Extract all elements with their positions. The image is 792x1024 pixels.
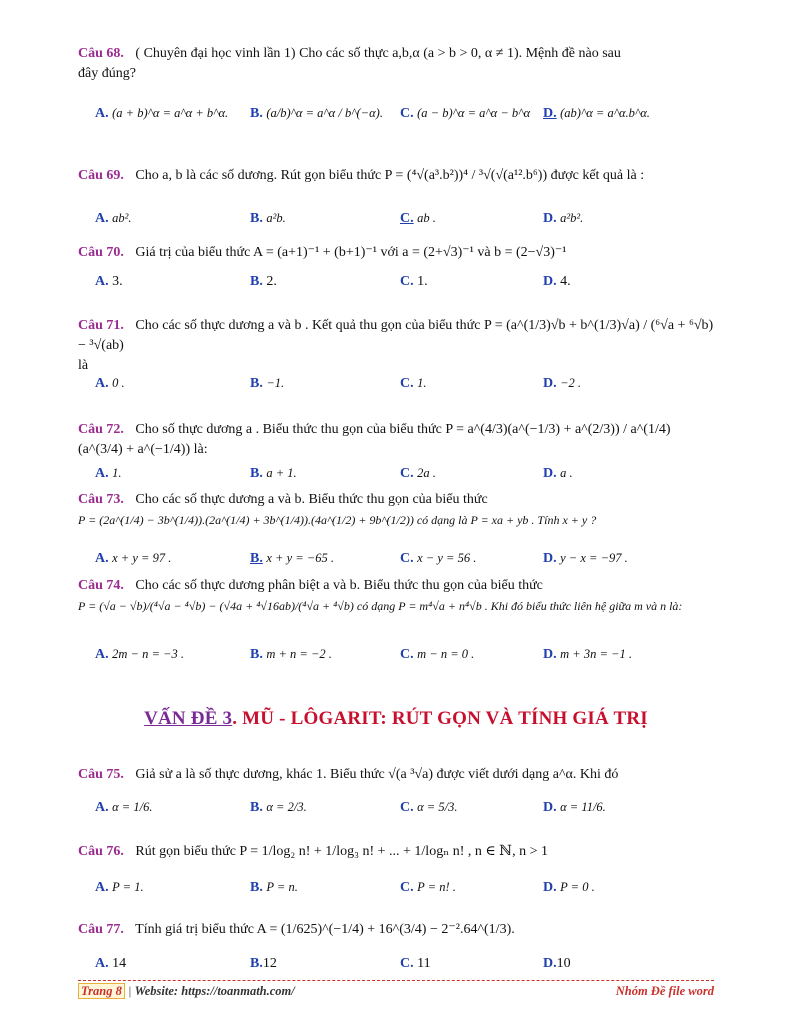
chapter-title: MŨ - LÔGARIT: RÚT GỌN VÀ TÍNH GIÁ TRỊ <box>237 708 648 729</box>
question-number: Câu 74. <box>78 578 124 593</box>
option-d: D.10 <box>543 956 571 971</box>
option-b: B. x + y = −65 . <box>250 551 334 566</box>
options-76 <box>95 880 715 902</box>
option-b: B. 2. <box>250 274 277 289</box>
option-a: A. P = 1. <box>95 880 144 895</box>
question-text: Cho các số thực dương a và b. Biểu thức thu gọn của biểu thức <box>135 492 488 507</box>
question-text-continued: P = (√a − √b)/(⁴√a − ⁴√b) − (√4a + ⁴√16ab)/(⁴√a + ⁴√b) có dạng P = m⁴√a + n⁴√b . Khi đó biểu thức liên hệ giữa m và n là: <box>78 599 683 613</box>
option-a: A. 1. <box>95 466 122 481</box>
question-text-continued: P = (2a^(1/4) − 3b^(1/4)).(2a^(1/4) + 3b^(1/4)).(4a^(1/2) + 9b^(1/2)) có dạng là P = xa + yb . Tính x + y ? <box>78 513 597 527</box>
option-a: A. 14 <box>95 956 127 971</box>
options-70 <box>95 274 715 296</box>
option-b: B. (a/b)^α = a^α / b^(−α). <box>250 106 383 121</box>
option-b: B. a²b. <box>250 211 286 226</box>
question-text: ( Chuyên đại học vinh lần 1) Cho các số thực a,b,α (a > b > 0, α ≠ 1). Mệnh đề nào sau <box>135 46 621 61</box>
option-d: D. a²b². <box>543 211 584 226</box>
question-text-continued: là <box>78 358 89 373</box>
option-a: A. α = 1/6. <box>95 800 153 815</box>
options-72 <box>95 466 715 488</box>
website-link[interactable]: Website: https://toanmath.com/ <box>134 984 295 998</box>
question-69 <box>78 166 714 186</box>
option-b: B. a + 1. <box>250 466 297 481</box>
option-a: A. 3. <box>95 274 123 289</box>
chapter-heading <box>0 708 792 730</box>
question-76 <box>78 842 714 862</box>
options-75 <box>95 800 715 822</box>
option-b: B. α = 2/3. <box>250 800 307 815</box>
option-d: D. m + 3n = −1 . <box>543 647 632 662</box>
question-68 <box>78 44 714 84</box>
question-number: Câu 69. <box>78 168 124 183</box>
question-number: Câu 75. <box>78 767 124 782</box>
page-number: Trang 8 <box>78 983 125 999</box>
option-c: C. 1. <box>400 274 428 289</box>
option-b: B. −1. <box>250 376 285 391</box>
question-text: Cho các số thực dương phân biệt a và b. Biểu thức thu gọn của biểu thức <box>135 578 543 593</box>
group-name: Nhóm Đề file word <box>615 984 714 998</box>
question-text: Giả sử a là số thực dương, khác 1. Biểu thức √(a ³√a) được viết dưới dạng a^α. Khi đó <box>135 767 619 782</box>
option-b: B.12 <box>250 956 277 971</box>
question-75 <box>78 765 714 785</box>
footer-divider <box>78 980 714 981</box>
question-number: Câu 70. <box>78 245 124 260</box>
options-68 <box>95 106 715 128</box>
option-d: D. a . <box>543 466 573 481</box>
question-number: Câu 73. <box>78 492 124 507</box>
option-c: C. 11 <box>400 956 431 971</box>
question-text: Cho a, b là các số dương. Rút gọn biểu thức P = (⁴√(a³.b²))⁴ / ³√(√(a¹².b⁶)) được kết quả là : <box>135 168 645 183</box>
question-text: Giá trị của biểu thức A = (a+1)⁻¹ + (b+1)⁻¹ với a = (2+√3)⁻¹ và b = (2−√3)⁻¹ <box>135 245 567 260</box>
options-71 <box>95 376 715 398</box>
option-b: B. m + n = −2 . <box>250 647 332 662</box>
question-number: Câu 76. <box>78 844 124 859</box>
option-a: A. (a + b)^α = a^α + b^α. <box>95 106 229 121</box>
question-77 <box>78 920 714 940</box>
question-71 <box>78 316 714 376</box>
chapter-number: VẤN ĐỀ 3 <box>144 708 233 729</box>
question-text-continued: đây đúng? <box>78 66 136 81</box>
question-74 <box>78 576 714 617</box>
option-a: A. ab². <box>95 211 132 226</box>
option-a: A. 2m − n = −3 . <box>95 647 184 662</box>
option-c: C. x − y = 56 . <box>400 551 477 566</box>
options-73 <box>95 551 715 573</box>
option-c: C. (a − b)^α = a^α − b^α <box>400 106 531 121</box>
page-footer <box>78 984 714 999</box>
option-a: A. x + y = 97 . <box>95 551 172 566</box>
option-c: C. α = 5/3. <box>400 800 458 815</box>
option-c: C. P = n! . <box>400 880 456 895</box>
footer-separator: | <box>124 984 135 998</box>
option-d: D. 4. <box>543 274 571 289</box>
option-d: D. (ab)^α = a^α.b^α. <box>543 106 650 121</box>
question-number: Câu 68. <box>78 46 124 61</box>
question-text: Cho các số thực dương a và b . Kết quả thu gọn của biểu thức P = (a^(1/3)√b + b^(1/3)√a) / (⁶√a + ⁶√b) − ³√(ab) <box>78 318 714 353</box>
question-text: Rút gọn biểu thức P = 1/log₂ n! + 1/log₃ n! + ... + 1/logₙ n! , n ∈ ℕ, n > 1 <box>135 844 548 859</box>
question-73 <box>78 490 714 531</box>
question-70 <box>78 243 714 263</box>
question-number: Câu 77. <box>78 922 124 937</box>
option-c: C. m − n = 0 . <box>400 647 475 662</box>
options-77 <box>95 956 715 978</box>
question-72 <box>78 420 714 460</box>
option-c: C. 2a . <box>400 466 436 481</box>
option-a: A. 0 . <box>95 376 125 391</box>
question-number: Câu 71. <box>78 318 124 333</box>
options-74 <box>95 647 715 669</box>
question-number: Câu 72. <box>78 422 124 437</box>
chapter-separator: . <box>232 708 238 729</box>
option-d: D. −2 . <box>543 376 582 391</box>
question-text: Tính giá trị biểu thức A = (1/625)^(−1/4) + 16^(3/4) − 2⁻².64^(1/3). <box>135 922 515 937</box>
option-c: C. ab . <box>400 211 436 226</box>
option-d: D. y − x = −97 . <box>543 551 628 566</box>
option-d: D. α = 11/6. <box>543 800 606 815</box>
option-d: D. P = 0 . <box>543 880 595 895</box>
options-69 <box>95 211 715 233</box>
option-b: B. P = n. <box>250 880 298 895</box>
option-c: C. 1. <box>400 376 427 391</box>
question-text: Cho số thực dương a . Biểu thức thu gọn của biểu thức P = a^(4/3)(a^(−1/3) + a^(2/3)) / a^(1/4)(a^(3/4) + a^(−1/4)) là: <box>78 422 671 457</box>
